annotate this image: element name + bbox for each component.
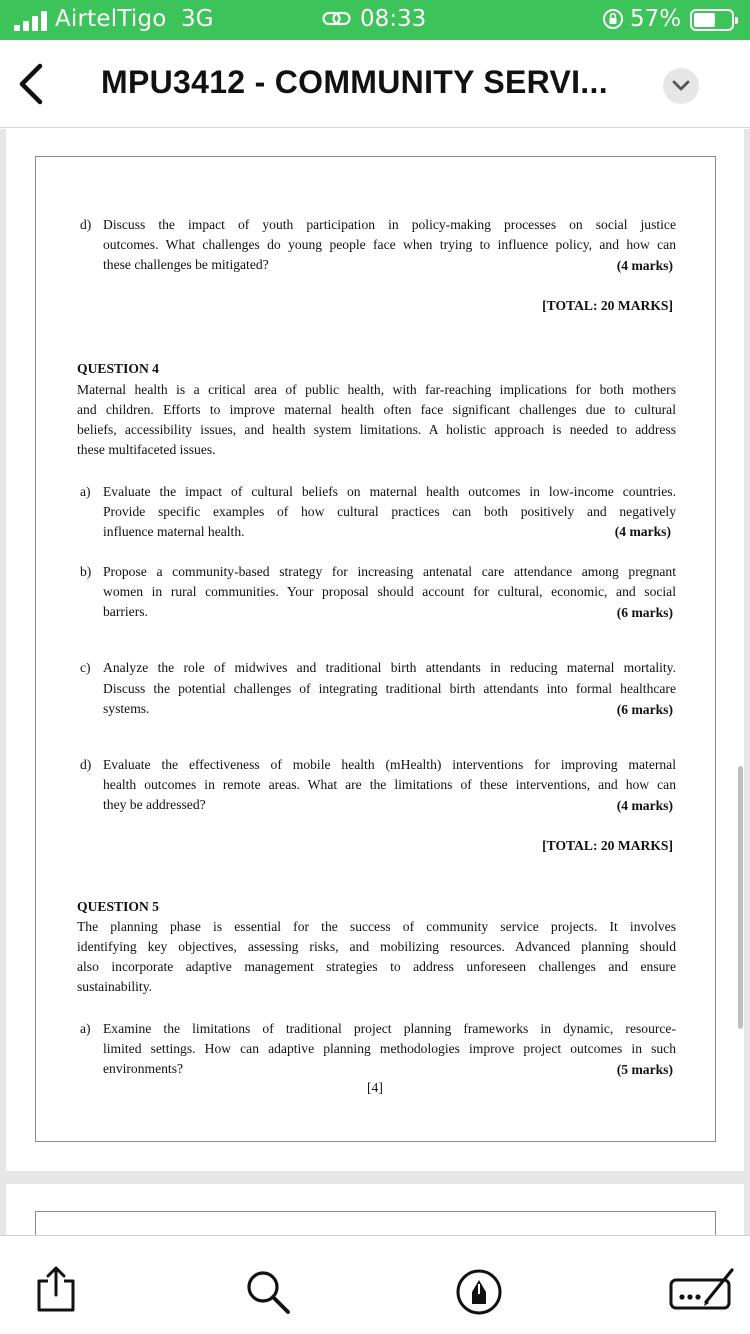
- signal-icon: [14, 9, 48, 31]
- battery-percent: 57%: [630, 6, 682, 32]
- share-button[interactable]: [34, 1264, 78, 1319]
- title-menu-button[interactable]: [663, 68, 699, 104]
- question-4b-label: b): [80, 564, 92, 579]
- markup-icon: [455, 1268, 503, 1316]
- next-pdf-page: [6, 1184, 744, 1235]
- document-viewer[interactable]: [0, 129, 750, 1235]
- question-4d-label: d): [80, 757, 92, 772]
- search-button[interactable]: [244, 1268, 292, 1321]
- question-5a-line: Examine the limitations of traditional project planning frameworks in dynamic, resource-: [103, 1021, 676, 1036]
- carrier-name: AirtelTigo: [55, 6, 167, 32]
- question-5-intro-line: identifying key objectives, assessing risks, and mobilizing resources. Advanced planning should: [77, 939, 676, 954]
- search-icon: [244, 1268, 292, 1316]
- question-4a-label: a): [80, 484, 91, 499]
- nav-bar: [0, 40, 750, 128]
- signature-icon: [668, 1266, 736, 1312]
- question-4a-line: Provide specific examples of how cultural practices can both positively and negatively: [103, 504, 676, 519]
- question-4b-marks: (6 marks): [616, 605, 673, 620]
- question-5-intro-line: also incorporate adaptive management strategies to address unforeseen challenges and ensure: [77, 959, 676, 974]
- signature-button[interactable]: [668, 1266, 736, 1317]
- total-marks-q4: [TOTAL: 20 MARKS]: [542, 838, 673, 853]
- question-4d-line: health outcomes in remote areas. What are the limitations of these interventions, and how can: [103, 777, 676, 792]
- markup-button[interactable]: [455, 1268, 503, 1321]
- question-4-intro-line: and children. Efforts to improve maternal health often face significant challenges due to cultural: [77, 402, 676, 417]
- back-button[interactable]: [10, 62, 54, 106]
- question-4-intro-line: beliefs, accessibility issues, and health system limitations. A holistic approach is needed to address: [77, 422, 676, 437]
- question-4-intro-line: Maternal health is a critical area of public health, with far-reaching implications for both mothers: [77, 382, 676, 397]
- question-5-heading: QUESTION 5: [77, 899, 159, 914]
- question-3d-marks: (4 marks): [616, 258, 673, 273]
- chevron-down-icon: [671, 78, 691, 94]
- question-5a-line: limited settings. How can adaptive planning methodologies improve project outcomes in such: [103, 1041, 676, 1056]
- question-4a-line: influence maternal health.: [103, 524, 245, 539]
- page-number: [4]: [367, 1080, 383, 1095]
- battery-icon: [690, 9, 734, 31]
- page-frame: [35, 156, 716, 1142]
- network-type: 3G: [181, 6, 214, 32]
- share-icon: [34, 1264, 78, 1314]
- question-4d-marks: (4 marks): [616, 798, 673, 813]
- question-4c-line: systems.: [103, 701, 150, 716]
- question-5-intro-line: The planning phase is essential for the success of community service projects. It involves: [77, 919, 676, 934]
- bottom-toolbar: [0, 1235, 750, 1334]
- question-5a-line: environments?: [103, 1061, 184, 1076]
- question-4-intro-line: these multifaceted issues.: [77, 442, 216, 457]
- time-text: 08:33: [360, 6, 427, 32]
- question-4b-line: Propose a community-based strategy for increasing antenatal care attendance among pregnant: [103, 564, 676, 579]
- question-4b-line: women in rural communities. Your proposal should account for cultural, economic, and social: [103, 584, 676, 599]
- question-4b-line: barriers.: [103, 604, 148, 619]
- question-5a-label: a): [80, 1021, 91, 1036]
- status-bar: [0, 0, 750, 40]
- question-4d-line: Evaluate the effectiveness of mobile health (mHealth) interventions for improving maternal: [103, 757, 676, 772]
- document-title: MPU3412 - COMMUNITY SERVI...: [101, 64, 608, 100]
- status-time: [322, 6, 426, 32]
- back-chevron-icon: [10, 62, 54, 106]
- question-5a-marks: (5 marks): [616, 1062, 673, 1077]
- battery-status: [602, 6, 681, 32]
- question-3d-line: these challenges be mitigated?: [103, 257, 269, 272]
- question-4d-line: they be addressed?: [103, 797, 206, 812]
- link-icon: [322, 9, 352, 29]
- next-page-frame: [35, 1211, 716, 1235]
- question-3d-label: d): [80, 217, 92, 232]
- question-4a-line: Evaluate the impact of cultural beliefs on maternal health outcomes in low-income countries.: [103, 484, 676, 499]
- question-4c-label: c): [80, 660, 91, 675]
- question-4c-marks: (6 marks): [616, 702, 673, 717]
- question-4a-marks: (4 marks): [614, 524, 671, 539]
- pdf-page: [6, 129, 744, 1171]
- question-5-intro-line: sustainability.: [77, 979, 153, 994]
- scrollbar[interactable]: [738, 766, 743, 1029]
- total-marks-q3: [TOTAL: 20 MARKS]: [542, 298, 673, 313]
- orientation-lock-icon: [602, 8, 624, 30]
- question-3d-line: Discuss the impact of youth participation in policy-making processes on social justice: [103, 217, 676, 232]
- question-4c-line: Analyze the role of midwives and traditional birth attendants in reducing maternal mortality.: [103, 660, 676, 675]
- question-4-heading: QUESTION 4: [77, 361, 159, 376]
- question-3d-line: outcomes. What challenges do young people face when trying to influence policy, and how can: [103, 237, 676, 252]
- question-4c-line: Discuss the potential challenges of integrating traditional birth attendants into formal healthcare: [103, 681, 676, 696]
